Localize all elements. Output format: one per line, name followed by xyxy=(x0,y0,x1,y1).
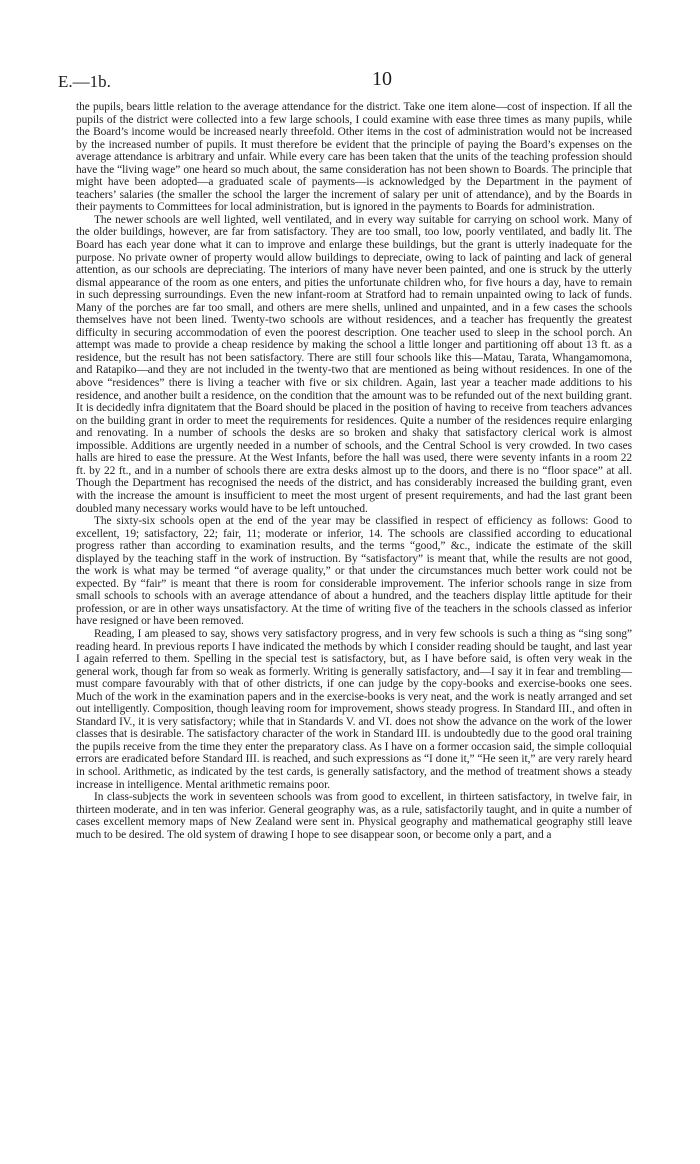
page-number: 10 xyxy=(372,68,392,90)
paragraph-3: The sixty-six schools open at the end of the year may be classified in respect of efficiency as follows: Good to excellent, 19; satisfactory, 22; fair, 11; moderate or inferior, 14. The schools are classified according to educational progress rather than according to examination results, and the terms “good,” &c., indicate the estimate of the skill displayed by the teaching staff in the work of instruction. By “satisfactory” is meant that, while the results are not good, the work is what may be termed “of average quality,” or that under the circumstances much better work could not be expected. By “fair” is meant that there is room for considerable improvement. The inferior schools range in size from small schools to schools with an average attendance of about a hundred, and the teachers display little aptitude for their profession, or are in other ways unsatisfactory. At the time of writing five of the teachers in the schools classed as inferior have resigned or have been removed. xyxy=(76,515,632,628)
paragraph-1: the pupils, bears little relation to the average attendance for the district. Take one item alone—cost of inspection. If all the pupils of the district were collected into a few large schools, I could examine with ease three times as many pupils, while the Board’s income would be increased nearly threefold. Other items in the cost of administration would not be increased by the increased number of pupils. It must therefore be evident that the principle of paying the Board’s expenses on the average attendance is arbitrary and unfair. While every care has been taken that the units of the teaching profession should have the “living wage” one heard so much about, the same consideration has not been shown to Boards. The principle that might have been adopted—a graduated scale of payments—is acknowledged by the Department in the payment of teachers’ salaries (the smaller the school the larger the increment of salary per unit of attendance), and by the Boards in their payments to Committees for local administration, but is ignored in the payments to Boards for administration. xyxy=(76,101,632,214)
body-text xyxy=(76,101,632,841)
paragraph-5: In class-subjects the work in seventeen schools was from good to excellent, in thirteen satisfactory, in twelve fair, in thirteen moderate, and in ten was inferior. General geography was, as a rule, satisfactorily taught, and in quite a number of cases excellent memory maps of New Zealand were sent in. Physical geography and mathematical geography still leave much to be desired. The old system of drawing I hope to see disappear soon, or become only a part, and a xyxy=(76,791,632,841)
paragraph-2: The newer schools are well lighted, well ventilated, and in every way suitable for carrying on school work. Many of the older buildings, however, are far from satisfactory. They are too small, too low, poorly ventilated, and badly lit. The Board has each year done what it can to improve and enlarge these buildings, but the grant is utterly inadequate for the purpose. No private owner of property would allow buildings to depreciate, owing to lack of painting and lack of general attention, as our schools are depreciating. The interiors of many have never been painted, and one is struck by the utterly dismal appearance of the room as one enters, and pities the unfortunate children who, for five hours a day, have to remain in such depressing surroundings. Even the new infant-room at Stratford had to remain unpainted owing to lack of funds. Many of the porches are far too small, and others are mere shells, unlined and unpainted, and in a few cases the schools themselves have not been lined. Twenty-two schools are without residences, and a teacher has frequently the greatest difficulty in securing accommodation of even the poorest description. One teacher used to sleep in the school porch. An attempt was made to provide a cheap residence by making the school a little longer and partitioning off about 13 ft. as a residence, but the result has not been satisfactory. There are still four schools like this—Matau, Tarata, Whangamomona, and Ratapiko—and they are not included in the twenty-two that are mentioned as being without residences. In one of the above “residences” there is living a teacher with five or six children. Again, last year a teacher made additions to his residence, and another built a residence, on the condition that the amount was to be refunded out of the next building grant. It is decidedly infra dignitatem that the Board should be placed in the position of having to receive from teachers advances on the building grant in order to meet the requirements for residences. Quite a number of the residences require enlarging and renovating. In a number of schools the desks are so broken and shaky that satisfactory clerical work is almost impossible. Additions are urgently needed in a number of schools, and the Central School is very crowded. In two cases halls are hired to ease the pressure. At the West Infants, before the hall was used, there were seventy infants in a room 22 ft. by 22 ft., and in a number of schools there are extra desks almost up to the doors, and there is no “floor space” at all. Though the Department has recognised the needs of the district, and has considerably increased the building grant, even with the increase the amount is insufficient to meet the most urgent of present requirements, and had the last grant been doubled many necessary works would have to be left untouched. xyxy=(76,213,632,515)
page-header xyxy=(58,68,650,96)
paragraph-4: Reading, I am pleased to say, shows very satisfactory progress, and in very few schools is such a thing as “sing song” reading heard. In previous reports I have indicated the methods by which I consider reading should be taught, and last year I again referred to them. Spelling in the special test is satisfactory, but, as I have before said, is often very weak in the general work, though far from so weak as formerly. Writing is generally satisfactory, and—I say it in fear and trembling—must compare favourably with that of other districts, if one can judge by the copy-books and exercise-books one sees. Much of the work in the examination papers and in the exercise-books is very neat, and the work is neatly arranged and set out intelligently. Composition, though leaving room for improvement, shows steady progress. In Standard III., and often in Standard IV., it is very satisfactory; while that in Standards V. and VI. does not show the advance on the work of the lower classes that is desirable. The satisfactory character of the work in Standard III. is undoubtedly due to the good oral training the pupils receive from the time they enter the preparatory class. As I have on a former occasion said, the simple colloquial errors are eradicated before Standard III. is reached, and such expressions as “I done it,” “He seen it,” are very rarely heard in school. Arithmetic, as indicated by the test cards, is generally satisfactory, and the method of treatment shows a steady increase in intelligence. Mental arithmetic remains poor. xyxy=(76,627,632,791)
document-reference: E.—1b. xyxy=(58,72,111,91)
